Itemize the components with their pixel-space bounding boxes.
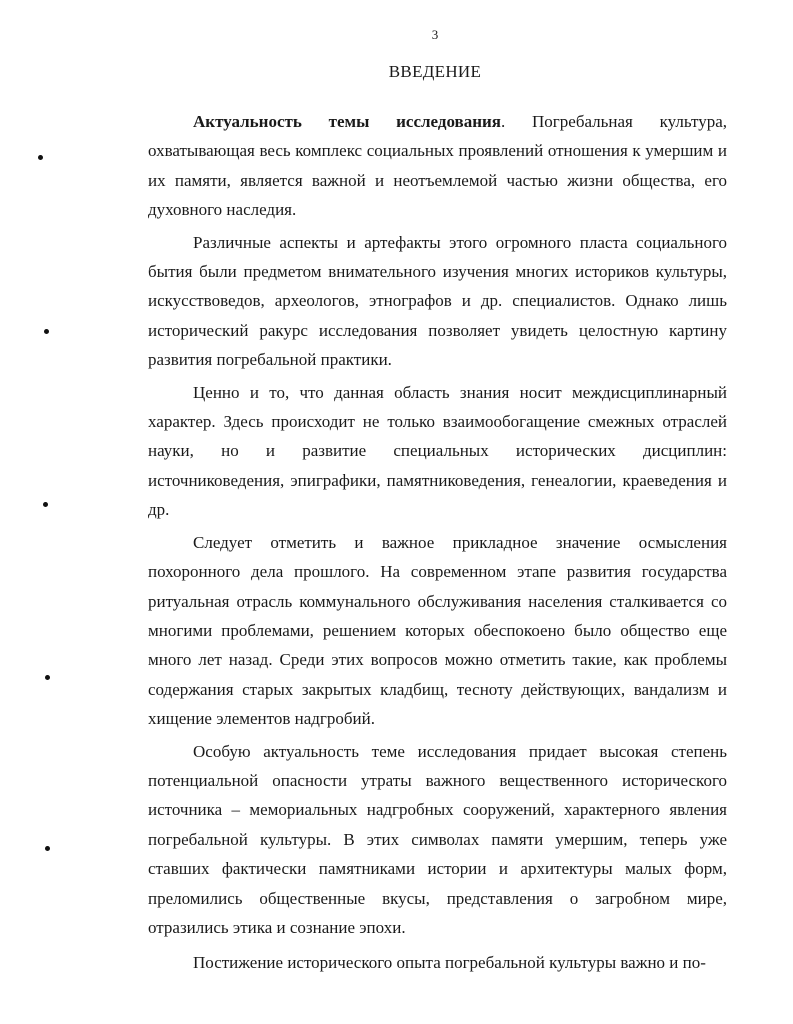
paragraph-1-text: . Погребальная культура, охватывающая весь комплекс социальных проявлений отношения к умершим и их памяти, является важной и неотъемлемой частью жизни общества, его духовного наследия.: [148, 112, 728, 220]
paragraph-4: Следует отметить и важное прикладное значение осмысления похоронного дела прошлого. На современном этапе развития государства ритуальная отрасль коммунального обслуживания населения сталкивается со многими проблемами, решением которых обеспокоено было общество еще много лет назад. Среди этих вопросов можно отметить такие, как проблемы содержания старых закрытых кладбищ, тесноту действующих, вандализм и хищение элементов надгробий.: [148, 532, 727, 729]
binding-hole-dot: [38, 155, 43, 160]
binding-hole-dot: [45, 675, 50, 680]
paragraph-1-bold-lead: Актуальность темы исследования: [193, 112, 502, 131]
paragraph-5: Особую актуальность теме исследования придает высокая степень потенциальной опасности утраты важного вещественного исторического источника – мемориальных надгробных сооружений, характерного явления погребальной культуры. В этих символах памяти умершим, теперь уже ставших фактически памятниками истории и архитектуры малых форм, преломились общественные вкусы, представления о загробном мире, отразились этика и сознание эпохи.: [148, 741, 727, 937]
paragraph-3: Ценно и то, что данная область знания носит междисциплинарный характер. Здесь происходит не только взаимообогащение смежных отраслей науки, но и развитие специальных исторических дисциплин: источниковедения, эпиграфики, памятниковедения, генеалогии, краеведения и др.: [148, 382, 727, 520]
paragraph-6: Постижение исторического опыта погребальной культуры важно и по-: [193, 953, 706, 973]
body-text: [148, 107, 727, 981]
section-heading: ВВЕДЕНИЕ: [388, 62, 482, 81]
binding-hole-dot: [44, 329, 49, 334]
binding-hole-dot: [45, 846, 50, 851]
paragraph-2: Различные аспекты и артефакты этого огромного пласта социального бытия были предметом внимательного изучения многих историков культуры, искусствоведов, археологов, этнографов и др. специалистов. Однако лишь исторический ракурс исследования позволяет увидеть целостную картину развития погребальной практики.: [148, 232, 727, 370]
paragraph-1: [148, 107, 727, 225]
page-number: 3: [431, 27, 439, 42]
binding-hole-dot: [43, 502, 48, 507]
